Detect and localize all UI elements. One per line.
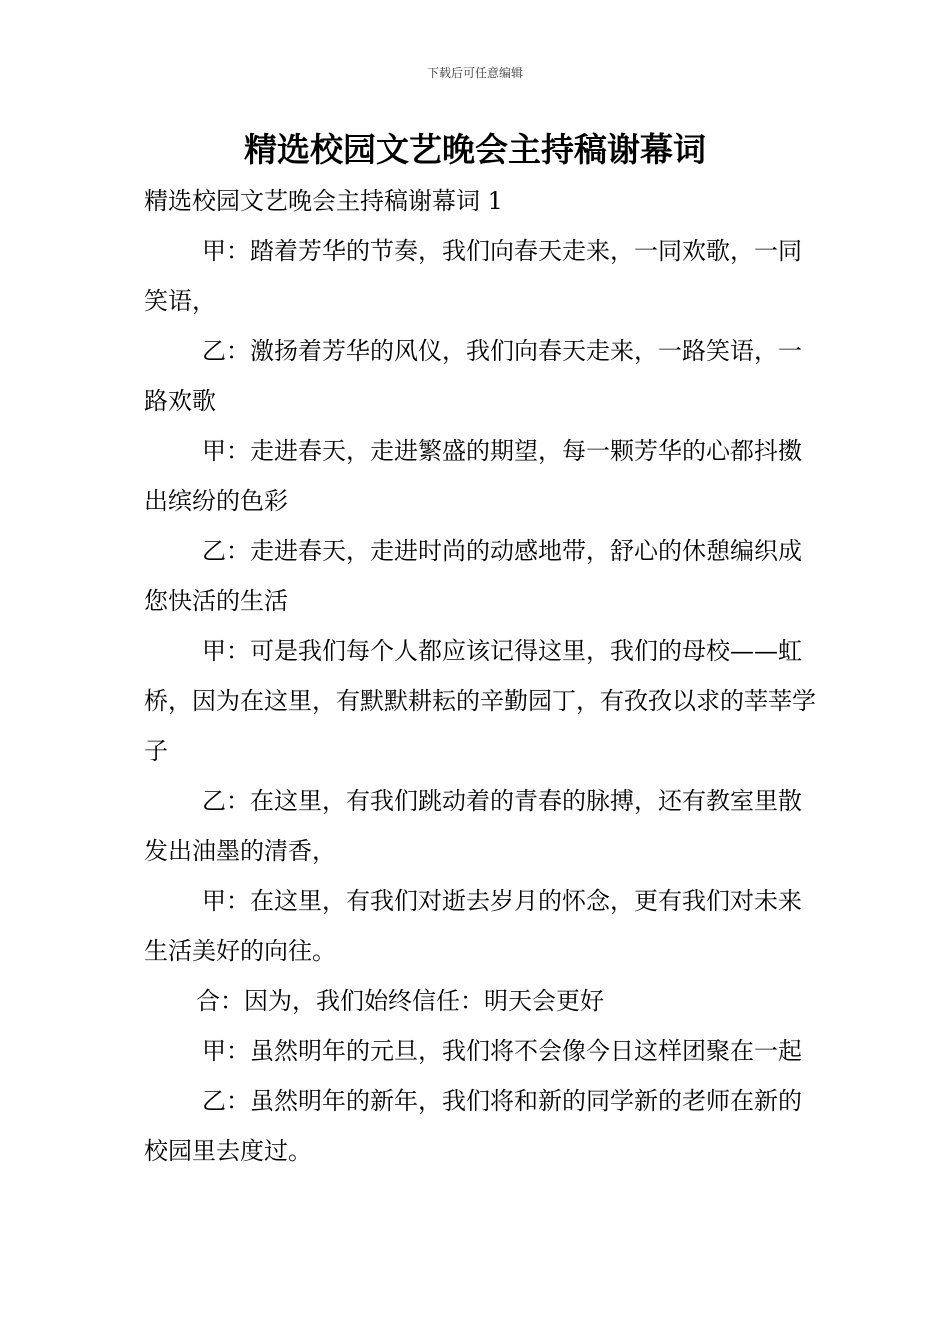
paragraph: 甲：在这里，有我们对逝去岁月的怀念，更有我们对未来生活美好的向往。: [144, 887, 802, 965]
paragraph: 乙：虽然明年的新年，我们将和新的同学新的老师在新的校园里去度过。: [144, 1087, 802, 1165]
paragraph-chorus: 合：因为，我们始终信任：明天会更好: [196, 987, 604, 1015]
section-title: 精选校园文艺晚会主持稿谢幕词 1: [144, 187, 503, 215]
paragraph: 甲：走进春天，走进繁盛的期望，每一颗芳华的心都抖擞出缤纷的色彩: [144, 437, 802, 515]
document-body: [144, 176, 824, 1176]
document-title: 精选校园文艺晚会主持稿谢幕词: [244, 130, 706, 169]
paragraph: 乙：在这里，有我们跳动着的青春的脉搏，还有教室里散发出油墨的清香，: [144, 787, 802, 865]
paragraph: 甲：可是我们每个人都应该记得这里，我们的母校——虹桥，因为在这里，有默默耕耘的辛勤园丁，有孜孜以求的莘莘学子: [144, 637, 816, 765]
paragraph: 甲：虽然明年的元旦，我们将不会像今日这样团聚在一起: [202, 1037, 802, 1065]
paragraph: 甲：踏着芳华的节奏，我们向春天走来，一同欢歌，一同笑语，: [144, 237, 802, 315]
paragraph: 乙：激扬着芳华的风仪，我们向春天走来，一路笑语，一路欢歌: [144, 337, 802, 415]
header-note: 下载后可任意编辑: [426, 66, 523, 80]
paragraph: 乙：走进春天，走进时尚的动感地带，舒心的休憩编织成您快活的生活: [144, 537, 802, 615]
